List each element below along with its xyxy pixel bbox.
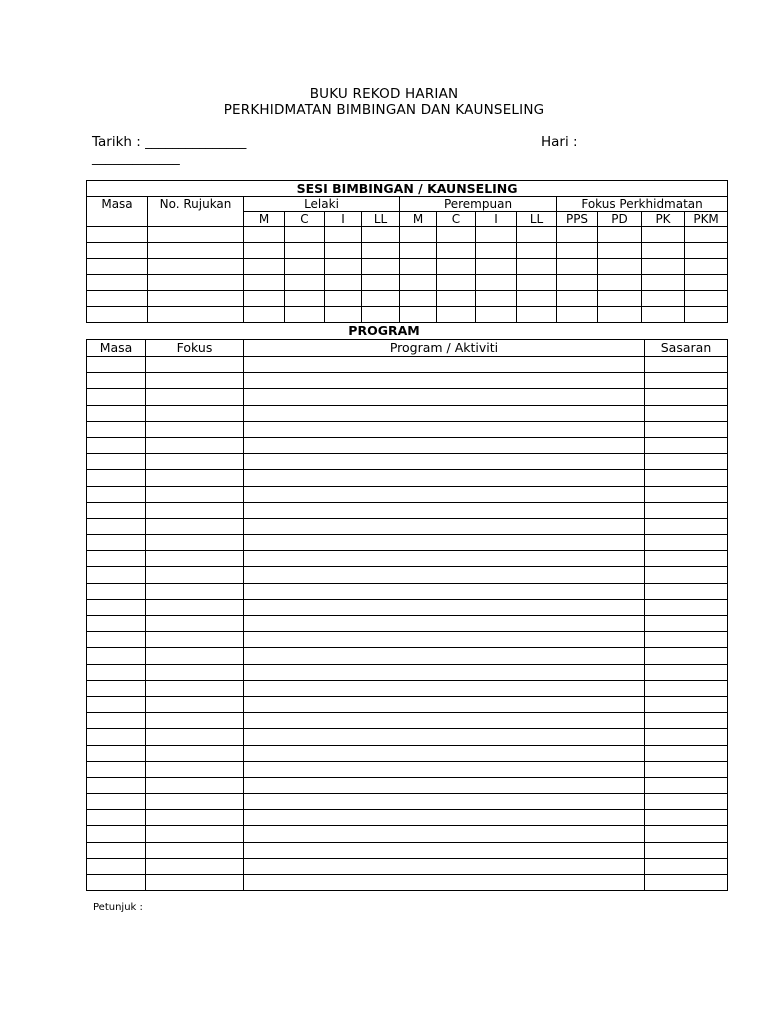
sesi-cell[interactable] [87, 227, 148, 243]
sesi-cell[interactable] [87, 275, 148, 291]
program-cell[interactable] [87, 470, 146, 486]
program-cell[interactable] [87, 875, 146, 891]
program-cell[interactable] [244, 858, 645, 874]
program-cell[interactable] [645, 632, 728, 648]
sesi-cell[interactable] [557, 243, 598, 259]
program-row [87, 680, 728, 696]
program-cell[interactable] [645, 599, 728, 615]
sesi-cell[interactable] [244, 275, 285, 291]
program-cell[interactable] [645, 405, 728, 421]
program-cell[interactable] [244, 648, 645, 664]
program-row [87, 777, 728, 793]
program-col-aktiviti: Program / Aktiviti [244, 340, 645, 357]
program-cell[interactable] [645, 875, 728, 891]
program-col-sasaran: Sasaran [645, 340, 728, 357]
program-cell[interactable] [645, 616, 728, 632]
program-row [87, 875, 728, 891]
sesi-cell[interactable] [557, 227, 598, 243]
program-cell[interactable] [244, 454, 645, 470]
sesi-cell[interactable] [476, 291, 517, 307]
program-cell[interactable] [146, 373, 244, 389]
program-cell[interactable] [645, 502, 728, 518]
program-row [87, 437, 728, 453]
program-cell[interactable] [146, 437, 244, 453]
program-row [87, 535, 728, 551]
sesi-cell[interactable] [476, 307, 517, 323]
sesi-cell[interactable] [244, 291, 285, 307]
program-cell[interactable] [87, 616, 146, 632]
sesi-cell[interactable] [642, 291, 685, 307]
sesi-cell[interactable] [244, 307, 285, 323]
sesi-cell[interactable] [362, 243, 400, 259]
program-row [87, 858, 728, 874]
program-cell[interactable] [87, 761, 146, 777]
sesi-cell[interactable] [285, 243, 325, 259]
program-cell[interactable] [87, 810, 146, 826]
lelaki-i: I [325, 212, 362, 227]
program-row [87, 502, 728, 518]
program-cell[interactable] [146, 648, 244, 664]
program-cell[interactable] [645, 583, 728, 599]
sesi-cell[interactable] [685, 227, 728, 243]
sesi-row [87, 227, 728, 243]
sesi-cell[interactable] [517, 259, 557, 275]
sesi-cell[interactable] [285, 227, 325, 243]
program-cell[interactable] [87, 535, 146, 551]
fokus-pk: PK [642, 212, 685, 227]
program-cell[interactable] [244, 551, 645, 567]
program-row [87, 842, 728, 858]
sesi-group-fokus: Fokus Perkhidmatan [557, 197, 728, 212]
program-cell[interactable] [244, 518, 645, 534]
program-cell[interactable] [87, 745, 146, 761]
hari-underline: _____________ [92, 150, 180, 166]
sesi-cell[interactable] [362, 291, 400, 307]
program-cell[interactable] [244, 583, 645, 599]
sesi-cell[interactable] [400, 227, 437, 243]
sesi-cell[interactable] [685, 275, 728, 291]
program-cell[interactable] [87, 567, 146, 583]
sesi-cell[interactable] [517, 243, 557, 259]
program-row [87, 486, 728, 502]
sesi-cell[interactable] [598, 243, 642, 259]
program-cell[interactable] [146, 389, 244, 405]
program-cell[interactable] [244, 794, 645, 810]
sesi-row [87, 259, 728, 275]
program-cell[interactable] [244, 729, 645, 745]
program-cell[interactable] [146, 486, 244, 502]
sesi-cell[interactable] [148, 291, 244, 307]
program-cell[interactable] [87, 357, 146, 373]
program-cell[interactable] [645, 858, 728, 874]
program-row [87, 664, 728, 680]
program-row [87, 454, 728, 470]
program-cell[interactable] [645, 794, 728, 810]
sesi-cell[interactable] [437, 291, 476, 307]
program-cell[interactable] [87, 842, 146, 858]
sesi-cell[interactable] [517, 291, 557, 307]
perempuan-c: C [437, 212, 476, 227]
sesi-cell[interactable] [285, 259, 325, 275]
program-cell[interactable] [146, 535, 244, 551]
program-cell[interactable] [146, 810, 244, 826]
sesi-cell[interactable] [598, 227, 642, 243]
program-cell[interactable] [146, 454, 244, 470]
program-cell[interactable] [146, 616, 244, 632]
sesi-cell[interactable] [148, 243, 244, 259]
sesi-cell[interactable] [285, 275, 325, 291]
sesi-cell[interactable] [244, 227, 285, 243]
program-cell[interactable] [87, 486, 146, 502]
program-cell[interactable] [645, 486, 728, 502]
program-cell[interactable] [645, 664, 728, 680]
sesi-cell[interactable] [598, 307, 642, 323]
program-cell[interactable] [87, 599, 146, 615]
program-row [87, 583, 728, 599]
sesi-cell[interactable] [148, 307, 244, 323]
sesi-cell[interactable] [362, 307, 400, 323]
program-cell[interactable] [645, 713, 728, 729]
program-cell[interactable] [146, 713, 244, 729]
perempuan-m: M [400, 212, 437, 227]
program-cell[interactable] [146, 470, 244, 486]
sesi-cell[interactable] [362, 259, 400, 275]
program-cell[interactable] [244, 599, 645, 615]
program-cell[interactable] [645, 745, 728, 761]
program-cell[interactable] [146, 583, 244, 599]
program-cell[interactable] [87, 502, 146, 518]
program-row [87, 567, 728, 583]
sesi-cell[interactable] [685, 243, 728, 259]
program-cell[interactable] [87, 632, 146, 648]
hari-field: Hari : [541, 134, 578, 150]
sesi-cell[interactable] [437, 275, 476, 291]
program-row [87, 405, 728, 421]
sesi-cell[interactable] [437, 243, 476, 259]
sesi-cell[interactable] [87, 307, 148, 323]
lelaki-m: M [244, 212, 285, 227]
sesi-group-perempuan: Perempuan [400, 197, 557, 212]
program-cell[interactable] [146, 680, 244, 696]
program-cell[interactable] [87, 583, 146, 599]
sesi-cell[interactable] [148, 259, 244, 275]
program-cell[interactable] [244, 826, 645, 842]
sesi-row [87, 275, 728, 291]
sesi-cell[interactable] [598, 275, 642, 291]
program-cell[interactable] [244, 696, 645, 712]
program-rows [87, 357, 728, 891]
program-row [87, 648, 728, 664]
program-cell[interactable] [244, 810, 645, 826]
program-cell[interactable] [645, 518, 728, 534]
program-cell[interactable] [645, 389, 728, 405]
program-cell[interactable] [146, 826, 244, 842]
sesi-title: SESI BIMBINGAN / KAUNSELING [87, 181, 728, 197]
program-row [87, 616, 728, 632]
program-col-fokus: Fokus [146, 340, 244, 357]
program-row [87, 551, 728, 567]
sesi-group-lelaki: Lelaki [244, 197, 400, 212]
program-cell[interactable] [244, 357, 645, 373]
tarikh-field: Tarikh : _______________ [92, 134, 247, 150]
sesi-cell[interactable] [517, 227, 557, 243]
sesi-cell[interactable] [325, 243, 362, 259]
program-cell[interactable] [244, 713, 645, 729]
sesi-cell[interactable] [685, 259, 728, 275]
petunjuk-label: Petunjuk : [93, 902, 143, 913]
program-cell[interactable] [87, 696, 146, 712]
sesi-cell[interactable] [642, 275, 685, 291]
program-cell[interactable] [645, 535, 728, 551]
program-row [87, 761, 728, 777]
program-cell[interactable] [87, 373, 146, 389]
sesi-cell[interactable] [325, 275, 362, 291]
sesi-cell[interactable] [362, 275, 400, 291]
program-cell[interactable] [645, 373, 728, 389]
program-row [87, 470, 728, 486]
sesi-cell[interactable] [685, 291, 728, 307]
program-cell[interactable] [244, 632, 645, 648]
program-cell[interactable] [244, 761, 645, 777]
program-row [87, 713, 728, 729]
program-cell[interactable] [146, 761, 244, 777]
program-col-masa: Masa [87, 340, 146, 357]
program-cell[interactable] [146, 745, 244, 761]
program-cell[interactable] [244, 777, 645, 793]
program-cell[interactable] [645, 680, 728, 696]
program-cell[interactable] [146, 551, 244, 567]
program-cell[interactable] [645, 842, 728, 858]
program-cell[interactable] [244, 437, 645, 453]
sesi-cell[interactable] [598, 259, 642, 275]
program-cell[interactable] [146, 875, 244, 891]
program-cell[interactable] [87, 648, 146, 664]
fokus-pkm: PKM [685, 212, 728, 227]
sesi-cell[interactable] [285, 291, 325, 307]
sesi-cell[interactable] [400, 243, 437, 259]
program-cell[interactable] [645, 810, 728, 826]
program-table [86, 339, 728, 891]
sesi-cell[interactable] [400, 259, 437, 275]
sesi-cell[interactable] [325, 259, 362, 275]
program-cell[interactable] [87, 421, 146, 437]
sesi-cell[interactable] [400, 275, 437, 291]
sesi-cell[interactable] [557, 275, 598, 291]
program-cell[interactable] [244, 421, 645, 437]
program-cell[interactable] [244, 405, 645, 421]
sesi-cell[interactable] [285, 307, 325, 323]
program-row [87, 421, 728, 437]
sesi-cell[interactable] [557, 259, 598, 275]
program-cell[interactable] [645, 357, 728, 373]
sesi-cell[interactable] [557, 291, 598, 307]
sesi-row [87, 291, 728, 307]
sesi-cell[interactable] [476, 259, 517, 275]
sesi-cell[interactable] [148, 275, 244, 291]
program-cell[interactable] [645, 437, 728, 453]
program-cell[interactable] [87, 680, 146, 696]
lelaki-c: C [285, 212, 325, 227]
sesi-rows [87, 227, 728, 323]
program-row [87, 373, 728, 389]
program-cell[interactable] [87, 794, 146, 810]
program-cell[interactable] [645, 729, 728, 745]
program-cell[interactable] [146, 599, 244, 615]
program-cell[interactable] [645, 777, 728, 793]
sesi-cell[interactable] [517, 307, 557, 323]
program-cell[interactable] [645, 648, 728, 664]
sesi-cell[interactable] [244, 243, 285, 259]
sesi-cell[interactable] [87, 243, 148, 259]
program-cell[interactable] [244, 664, 645, 680]
program-cell[interactable] [645, 761, 728, 777]
sesi-cell[interactable] [557, 307, 598, 323]
sesi-cell[interactable] [642, 307, 685, 323]
program-cell[interactable] [645, 826, 728, 842]
sesi-cell[interactable] [325, 227, 362, 243]
sesi-cell[interactable] [400, 307, 437, 323]
program-row [87, 810, 728, 826]
sesi-cell[interactable] [400, 291, 437, 307]
program-cell[interactable] [146, 405, 244, 421]
program-cell[interactable] [87, 454, 146, 470]
program-row [87, 696, 728, 712]
sesi-cell[interactable] [437, 307, 476, 323]
program-cell[interactable] [146, 858, 244, 874]
program-cell[interactable] [146, 357, 244, 373]
sesi-cell[interactable] [437, 259, 476, 275]
sesi-cell[interactable] [325, 291, 362, 307]
program-cell[interactable] [244, 389, 645, 405]
sesi-cell[interactable] [642, 259, 685, 275]
sesi-cell[interactable] [598, 291, 642, 307]
document-title: BUKU REKOD HARIAN [309, 86, 459, 102]
program-row [87, 518, 728, 534]
program-cell[interactable] [146, 502, 244, 518]
sesi-cell[interactable] [362, 227, 400, 243]
program-cell[interactable] [645, 551, 728, 567]
sesi-cell[interactable] [325, 307, 362, 323]
program-cell[interactable] [87, 664, 146, 680]
program-cell[interactable] [244, 567, 645, 583]
program-row [87, 729, 728, 745]
sesi-cell[interactable] [476, 275, 517, 291]
sesi-row [87, 307, 728, 323]
program-cell[interactable] [87, 729, 146, 745]
program-cell[interactable] [244, 535, 645, 551]
sesi-cell[interactable] [87, 259, 148, 275]
program-cell[interactable] [87, 518, 146, 534]
program-row [87, 826, 728, 842]
sesi-cell[interactable] [642, 243, 685, 259]
program-cell[interactable] [146, 632, 244, 648]
sesi-cell[interactable] [517, 275, 557, 291]
program-cell[interactable] [146, 518, 244, 534]
program-row [87, 599, 728, 615]
fokus-pd: PD [598, 212, 642, 227]
program-row [87, 389, 728, 405]
program-cell[interactable] [244, 745, 645, 761]
sesi-cell[interactable] [476, 243, 517, 259]
sesi-col-rujukan: No. Rujukan [148, 197, 244, 227]
program-cell[interactable] [87, 405, 146, 421]
sesi-cell[interactable] [437, 227, 476, 243]
sesi-table [86, 180, 728, 323]
program-row [87, 632, 728, 648]
program-row [87, 745, 728, 761]
program-cell[interactable] [244, 373, 645, 389]
sesi-cell[interactable] [87, 291, 148, 307]
program-cell[interactable] [244, 680, 645, 696]
program-cell[interactable] [244, 470, 645, 486]
program-cell[interactable] [87, 713, 146, 729]
program-cell[interactable] [146, 567, 244, 583]
program-cell[interactable] [244, 486, 645, 502]
program-cell[interactable] [146, 777, 244, 793]
program-cell[interactable] [87, 389, 146, 405]
program-cell[interactable] [645, 470, 728, 486]
program-cell[interactable] [87, 858, 146, 874]
program-title: PROGRAM [348, 323, 420, 338]
program-cell[interactable] [146, 729, 244, 745]
sesi-cell[interactable] [685, 307, 728, 323]
program-cell[interactable] [645, 567, 728, 583]
program-cell[interactable] [146, 794, 244, 810]
program-cell[interactable] [146, 421, 244, 437]
sesi-cell[interactable] [244, 259, 285, 275]
sesi-cell[interactable] [476, 227, 517, 243]
program-cell[interactable] [146, 842, 244, 858]
program-cell[interactable] [87, 777, 146, 793]
program-cell[interactable] [244, 842, 645, 858]
sesi-row [87, 243, 728, 259]
perempuan-i: I [476, 212, 517, 227]
sesi-cell[interactable] [148, 227, 244, 243]
sesi-col-masa: Masa [87, 197, 148, 227]
program-cell[interactable] [87, 826, 146, 842]
program-cell[interactable] [146, 664, 244, 680]
program-row [87, 794, 728, 810]
program-cell[interactable] [244, 875, 645, 891]
program-cell[interactable] [87, 437, 146, 453]
fokus-pps: PPS [557, 212, 598, 227]
program-cell[interactable] [645, 454, 728, 470]
lelaki-ll: LL [362, 212, 400, 227]
program-cell[interactable] [244, 616, 645, 632]
program-cell[interactable] [244, 502, 645, 518]
document-subtitle: PERKHIDMATAN BIMBINGAN DAN KAUNSELING [223, 102, 545, 118]
program-cell[interactable] [87, 551, 146, 567]
sesi-cell[interactable] [642, 227, 685, 243]
program-cell[interactable] [645, 696, 728, 712]
program-cell[interactable] [645, 421, 728, 437]
program-cell[interactable] [146, 696, 244, 712]
program-row [87, 357, 728, 373]
perempuan-ll: LL [517, 212, 557, 227]
